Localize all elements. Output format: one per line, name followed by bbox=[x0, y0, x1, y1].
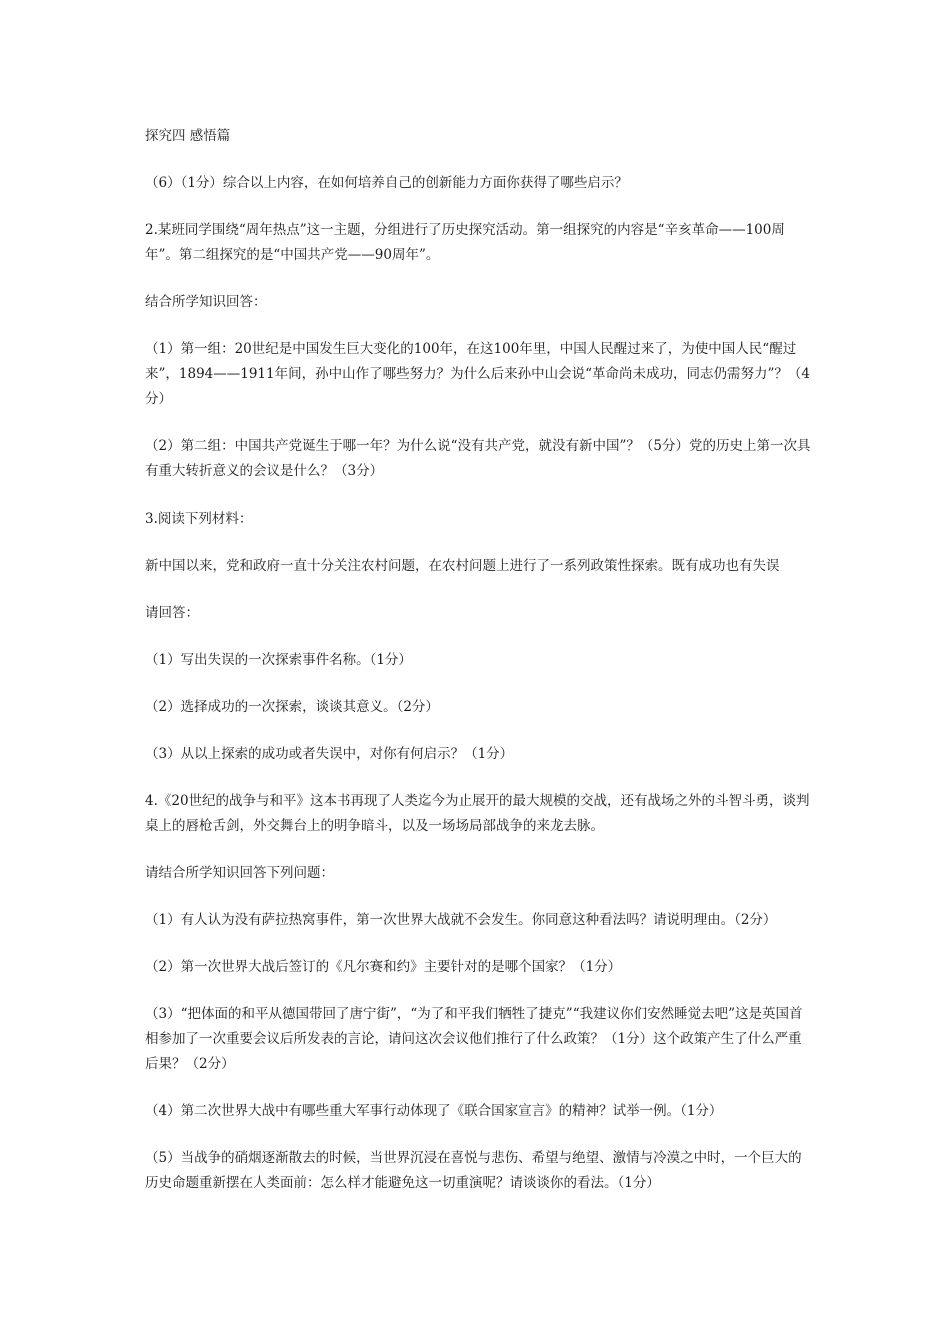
question-4-3: （3）“把体面的和平从德国带回了唐宁街”，“为了和平我们牺牲了捷克”“我建议你们安然睡觉去吧”这是英国首相参加了一次重要会议后所发表的言论，请问这次会议他们推行了什么政策？（1分）这个政策产生了什么严重后果？（2分） bbox=[145, 1006, 803, 1072]
question-2-2: （2）第二组：中国共产党诞生于哪一年？为什么说“没有共产党，就没有新中国”？（5分）党的历史上第一次具有重大转折意义的会议是什么？（3分） bbox=[145, 438, 811, 479]
question-2-1: （1）第一组：20世纪是中国发生巨大变化的100年，在这100年里，中国人民醒过来了，为使中国人民“醒过来”，1894——1911年间，孙中山作了哪些努力？为什么后来孙中山会说“革命尚未成功，同志仍需努力”？（4分） bbox=[145, 341, 811, 407]
question-4-1: （1）有人认为没有萨拉热窝事件，第一次世界大战就不会发生。你同意这种看法吗？请说明理由。（2分） bbox=[145, 912, 777, 928]
question-3-prompt: 请回答： bbox=[145, 605, 199, 621]
section-title: 探究四 感悟篇 bbox=[145, 128, 231, 144]
question-4-intro: 4.《20世纪的战争与和平》这本书再现了人类迄今为止展开的最大规模的交战，还有战场之外的斗智斗勇，谈判桌上的唇枪舌剑，外交舞台上的明争暗斗，以及一场场局部战争的来龙去脉。 bbox=[145, 793, 810, 834]
question-4-5: （5）当战争的硝烟逐渐散去的时候，当世界沉浸在喜悦与悲伤、希望与绝望、激情与冷漠之中时，一个巨大的历史命题重新摆在人类面前：怎么样才能避免这一切重演呢？请谈谈你的看法。（1分） bbox=[145, 1150, 802, 1191]
question-3-intro: 3.阅读下列材料： bbox=[145, 511, 253, 527]
question-4-4: （4）第二次世界大战中有哪些重大军事行动体现了《联合国家宣言》的精神？试举一例。（1分） bbox=[145, 1103, 723, 1119]
question-3-material: 新中国以来，党和政府一直十分关注农村问题，在农村问题上进行了一系列政策性探索。既有成功也有失误 bbox=[145, 558, 780, 574]
question-3-1: （1）写出失误的一次探索事件名称。（1分） bbox=[145, 652, 412, 668]
question-2-intro: 2.某班同学围绕“周年热点”这一主题，分组进行了历史探究活动。第一组探究的内容是“辛亥革命——100周年”。第二组探究的是“中国共产党——90周年”。 bbox=[145, 222, 785, 263]
question-1-6: （6）（1分）综合以上内容，在如何培养自己的创新能力方面你获得了哪些启示？ bbox=[145, 175, 628, 191]
question-4-prompt: 请结合所学知识回答下列问题： bbox=[145, 865, 334, 881]
question-3-2: （2）选择成功的一次探索，谈谈其意义。（2分） bbox=[145, 699, 439, 715]
question-2-prompt: 结合所学知识回答： bbox=[145, 294, 267, 310]
question-4-2: （2）第一次世界大战后签订的《凡尔赛和约》主要针对的是哪个国家？（1分） bbox=[145, 959, 622, 975]
question-3-3: （3）从以上探索的成功或者失误中，对你有何启示？（1分） bbox=[145, 746, 514, 762]
